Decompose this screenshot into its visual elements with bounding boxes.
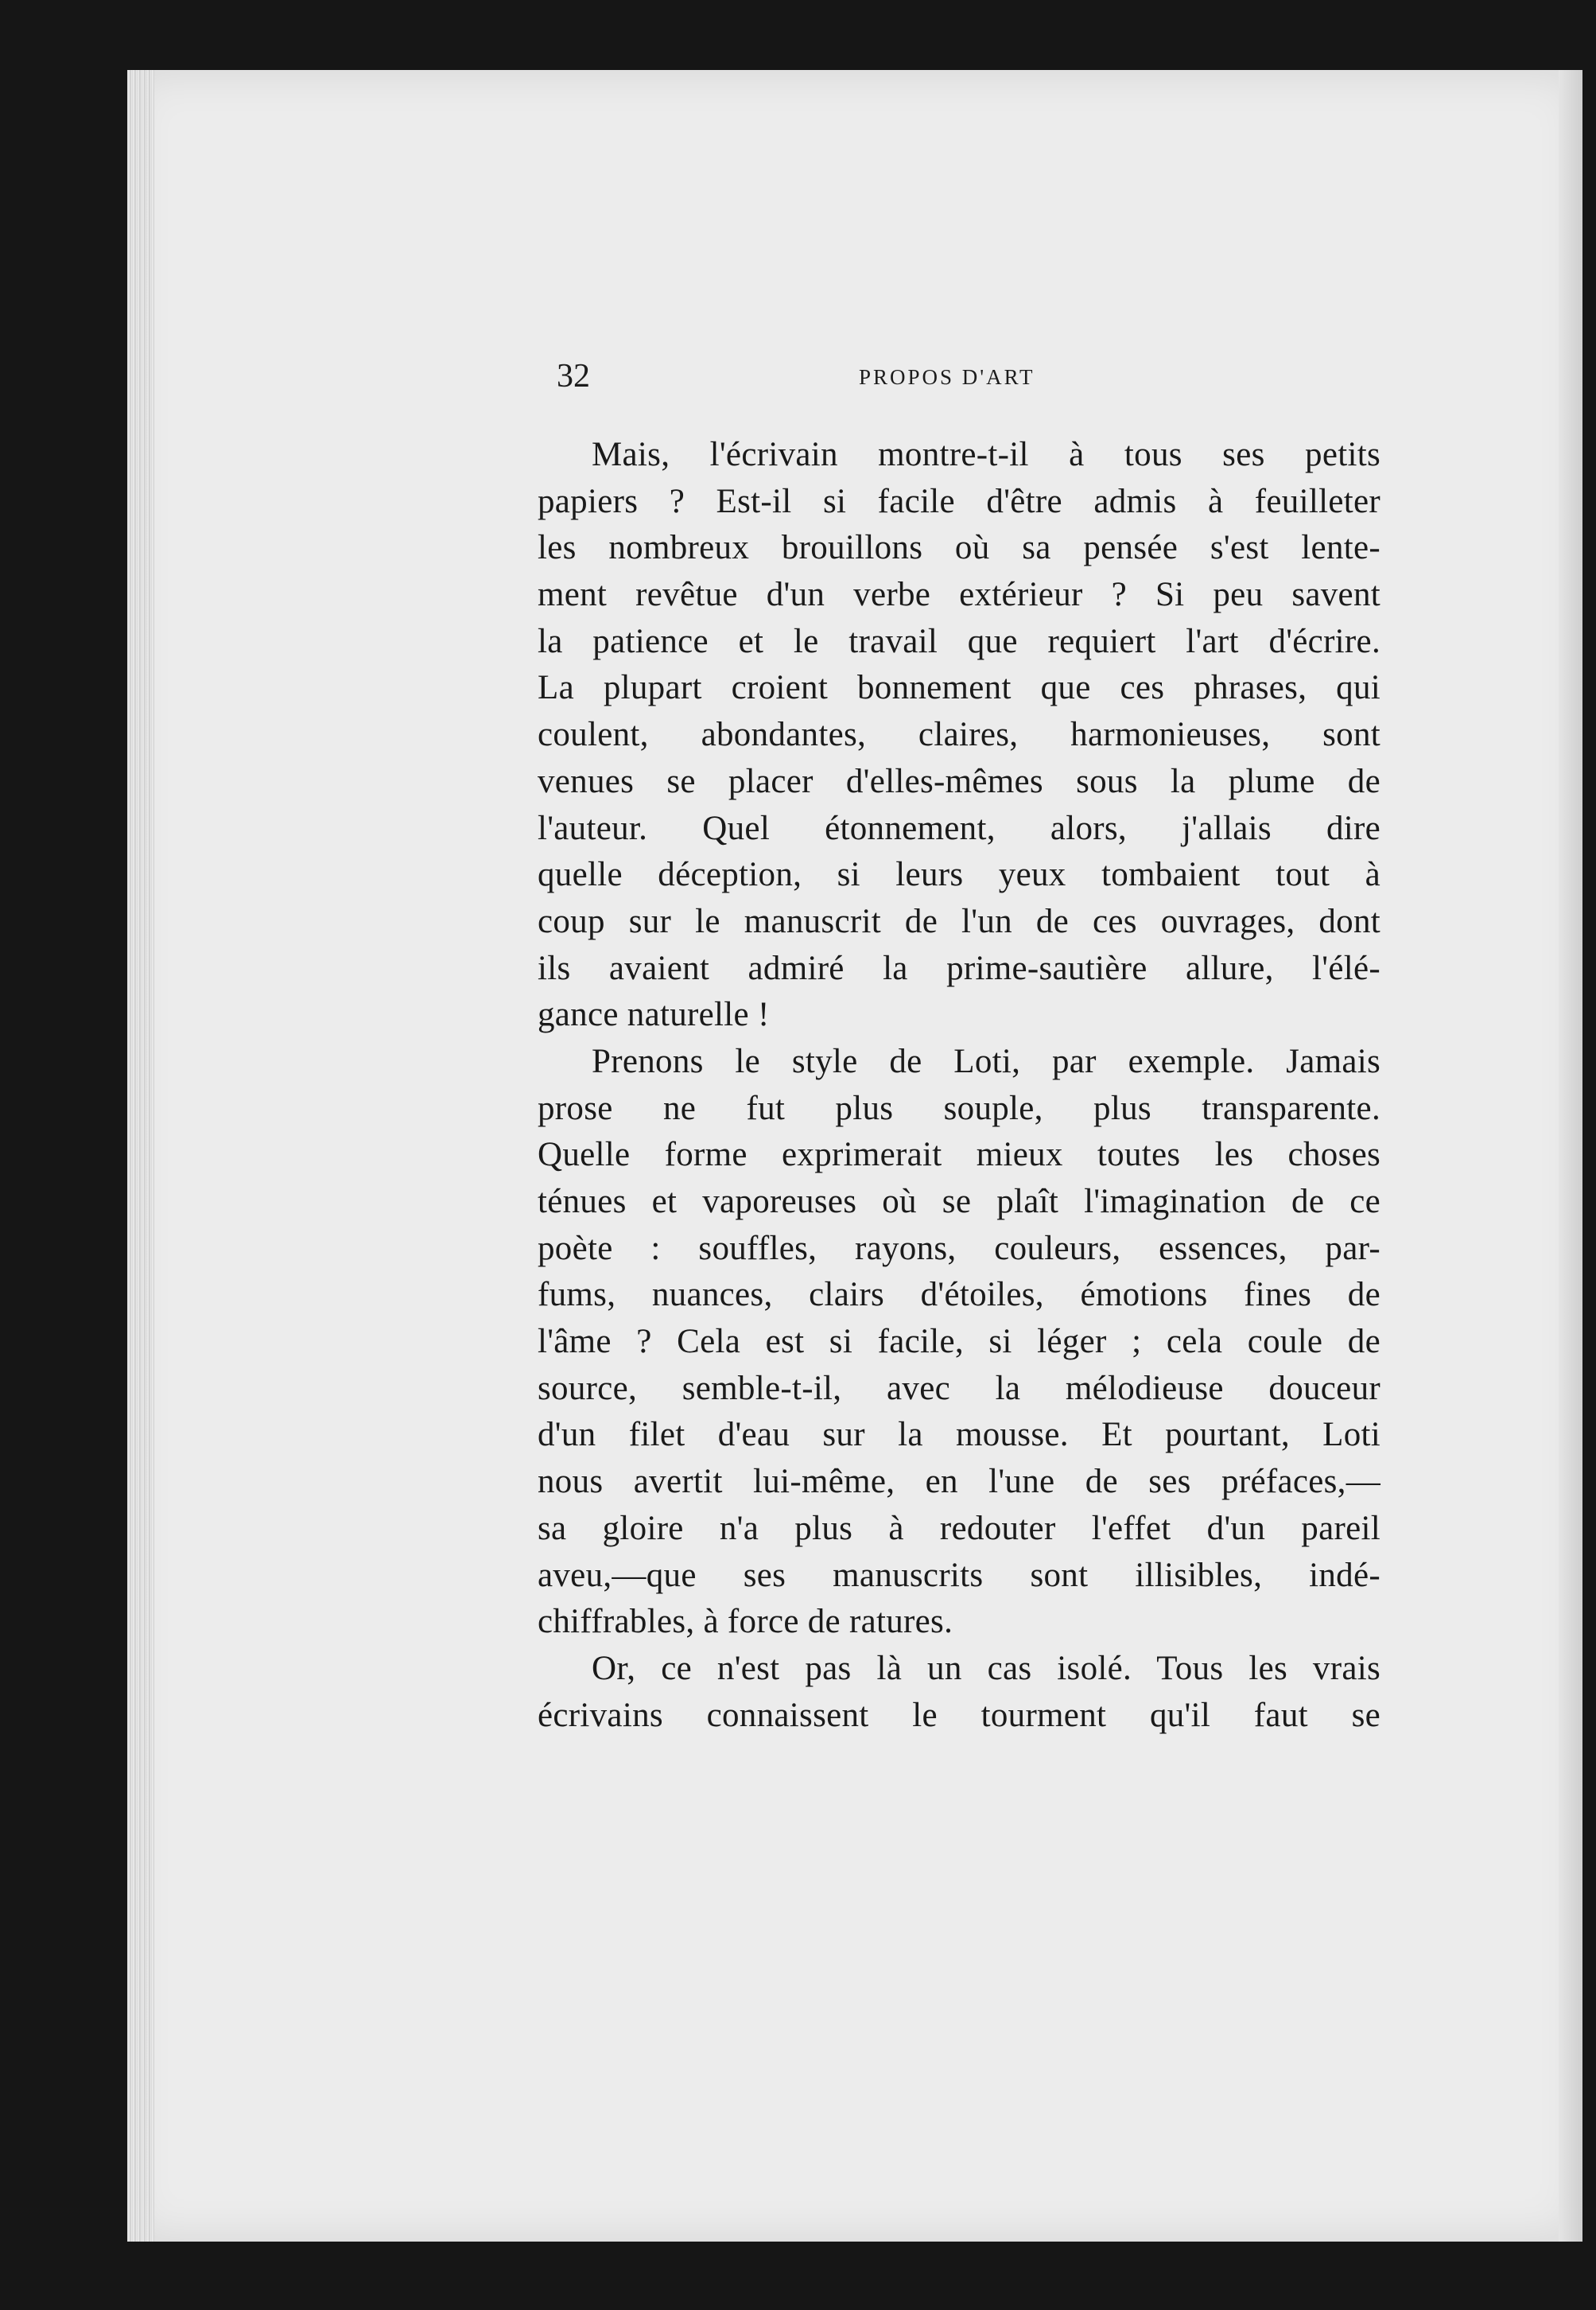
text-line: source, semble-t-il, avec la mélodieuse douceur [538,1369,1380,1407]
text-line: ment revêtue d'un verbe extérieur ? Si peu savent [538,576,1380,614]
text-line: venues se placer d'elles-mêmes sous la plume de [538,762,1380,800]
text-line: papiers ? Est-il si facile d'être admis à feuilleter [538,482,1380,520]
text-line: ténues et vaporeuses où se plaît l'imagination de ce [538,1183,1380,1220]
text-line: l'auteur. Quel étonnement, alors, j'allais dire [538,809,1380,847]
text-line: coulent, abondantes, claires, harmonieuses, sont [538,716,1380,754]
running-head: PROPOS D'ART [859,365,1035,389]
page-header [557,356,1089,396]
text-line: gance naturelle ! [538,996,770,1034]
text-line: aveu,—que ses manuscrits sont illisibles, indé- [538,1556,1380,1594]
text-line: prose ne fut plus souple, plus transparente. [538,1089,1380,1127]
text-line: sa gloire n'a plus à redouter l'effet d'un pareil [538,1509,1380,1547]
text-line: la patience et le travail que requiert l'art d'écrire. [538,622,1380,660]
text-line: écrivains connaissent le tourment qu'il faut se [538,1696,1380,1734]
text-line: les nombreux brouillons où sa pensée s'est lente- [538,529,1380,567]
text-line: quelle déception, si leurs yeux tombaient tout à [538,856,1380,894]
text-line: d'un filet d'eau sur la mousse. Et pourtant, Loti [538,1416,1380,1454]
text-line: Prenons le style de Loti, par exemple. Jamais [592,1042,1380,1080]
text-line: Quelle forme exprimerait mieux toutes les choses [538,1136,1380,1174]
text-line: coup sur le manuscrit de l'un de ces ouvrages, dont [538,902,1380,940]
text-line: l'âme ? Cela est si facile, si léger ; cela coule de [538,1323,1380,1361]
page-binding-edge [127,70,154,2242]
text-line: La plupart croient bonnement que ces phrases, qui [538,669,1380,707]
text-line: chiffrables, à force de ratures. [538,1603,953,1641]
page-number: 32 [557,358,590,395]
body-text [538,432,1380,1739]
text-line: nous avertit lui-même, en l'une de ses préfaces,— [538,1463,1380,1501]
text-line: Or, ce n'est pas là un cas isolé. Tous les vrais [592,1649,1380,1687]
text-line: ils avaient admiré la prime-sautière allure, l'élé- [538,949,1380,987]
page-right-edge [1559,70,1582,2242]
text-line: Mais, l'écrivain montre-t-il à tous ses petits [592,436,1380,473]
text-line: fums, nuances, clairs d'étoiles, émotions fines de [538,1276,1380,1314]
text-line: poète : souffles, rayons, couleurs, essences, par- [538,1229,1380,1267]
